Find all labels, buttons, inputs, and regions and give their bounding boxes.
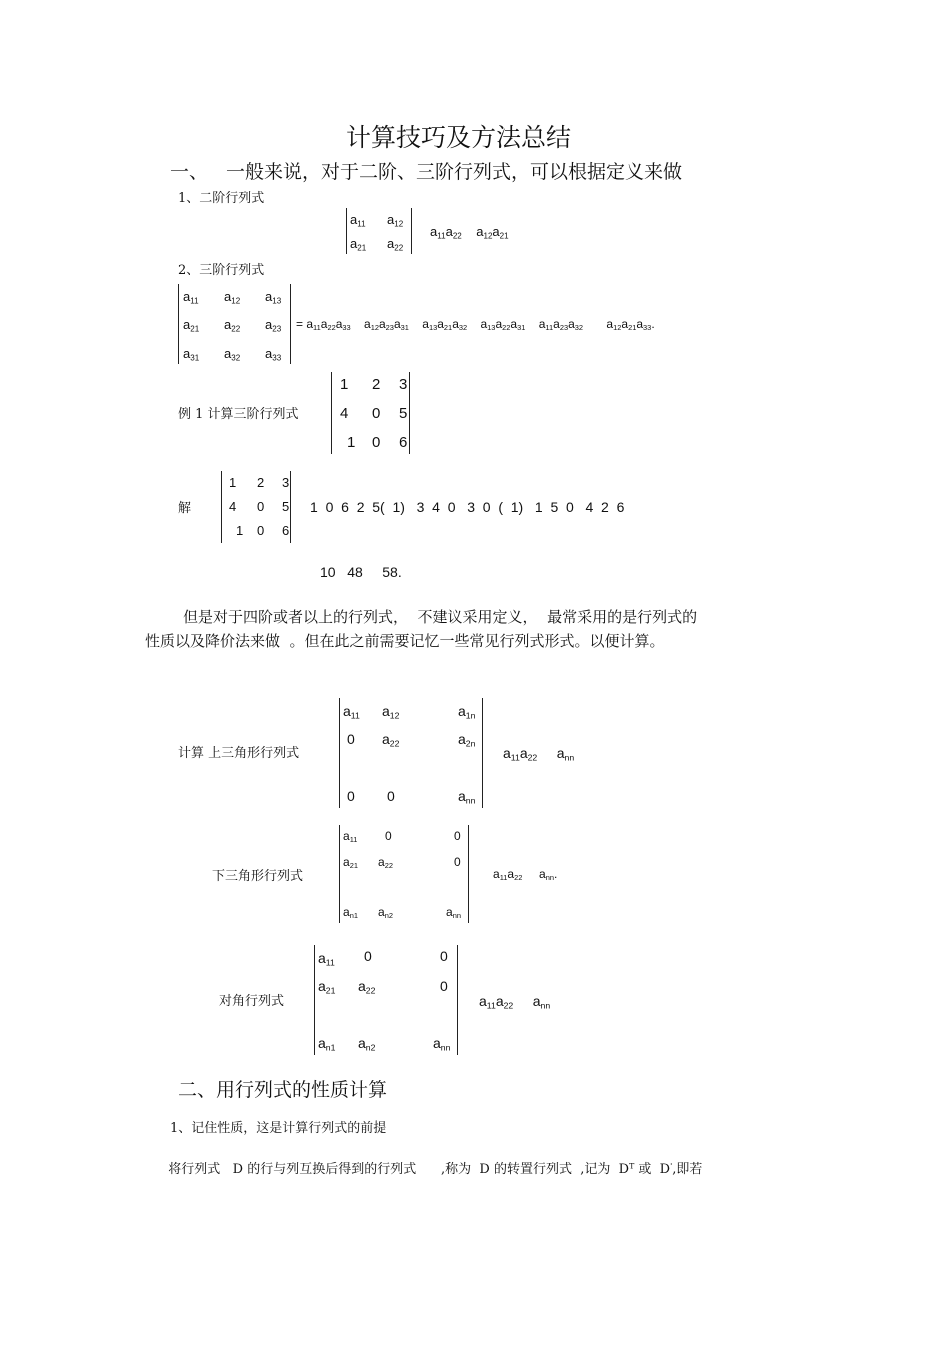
transpose-definition-line: 将行列式 D 的行与列互换后得到的行列式 ,称为 D 的转置行列式 ,记为 $D^T$ 或 D',即若 [168,1161,703,1177]
example-1-label: 例 1 计算三阶行列式 [178,407,299,422]
paragraph-line-1: 但是对于四阶或者以上的行列式， 不建议采用定义， 最常采用的是行列式的 [183,608,698,626]
section2-sub-heading: 1、记住性质，这是计算行列式的前提 [170,1121,387,1136]
solution-result: 10 48 58. [320,564,402,580]
section1-heading: 一般来说，对于二阶、三阶行列式，可以根据定义来做 [226,161,683,183]
section2-heading: 二、用行列式的性质计算 [178,1079,388,1101]
section1-heading-number: 一、 [170,161,209,183]
lower-triangular-label: 下三角形行列式 [212,869,304,884]
diagonal-label: 对角行列式 [219,994,285,1009]
solution-terms: 1 0 6 2 5( 1) 3 4 0 3 0 ( 1) 1 5 0 4 2 6 [310,499,625,515]
upper-triangular-label: 计算 上三角形行列式 [178,746,300,761]
paragraph-line-2: 性质以及降价法来做 。但在此之前需要记忆一些常见行列式形式。以便计算。 [145,632,665,650]
sub-heading-2nd-order: 1、二阶行列式 [178,191,265,206]
solution-label: 解 [178,501,192,516]
sub-heading-3rd-order: 2、三阶行列式 [178,263,265,278]
page-title: 计算技巧及方法总结 [346,123,572,152]
